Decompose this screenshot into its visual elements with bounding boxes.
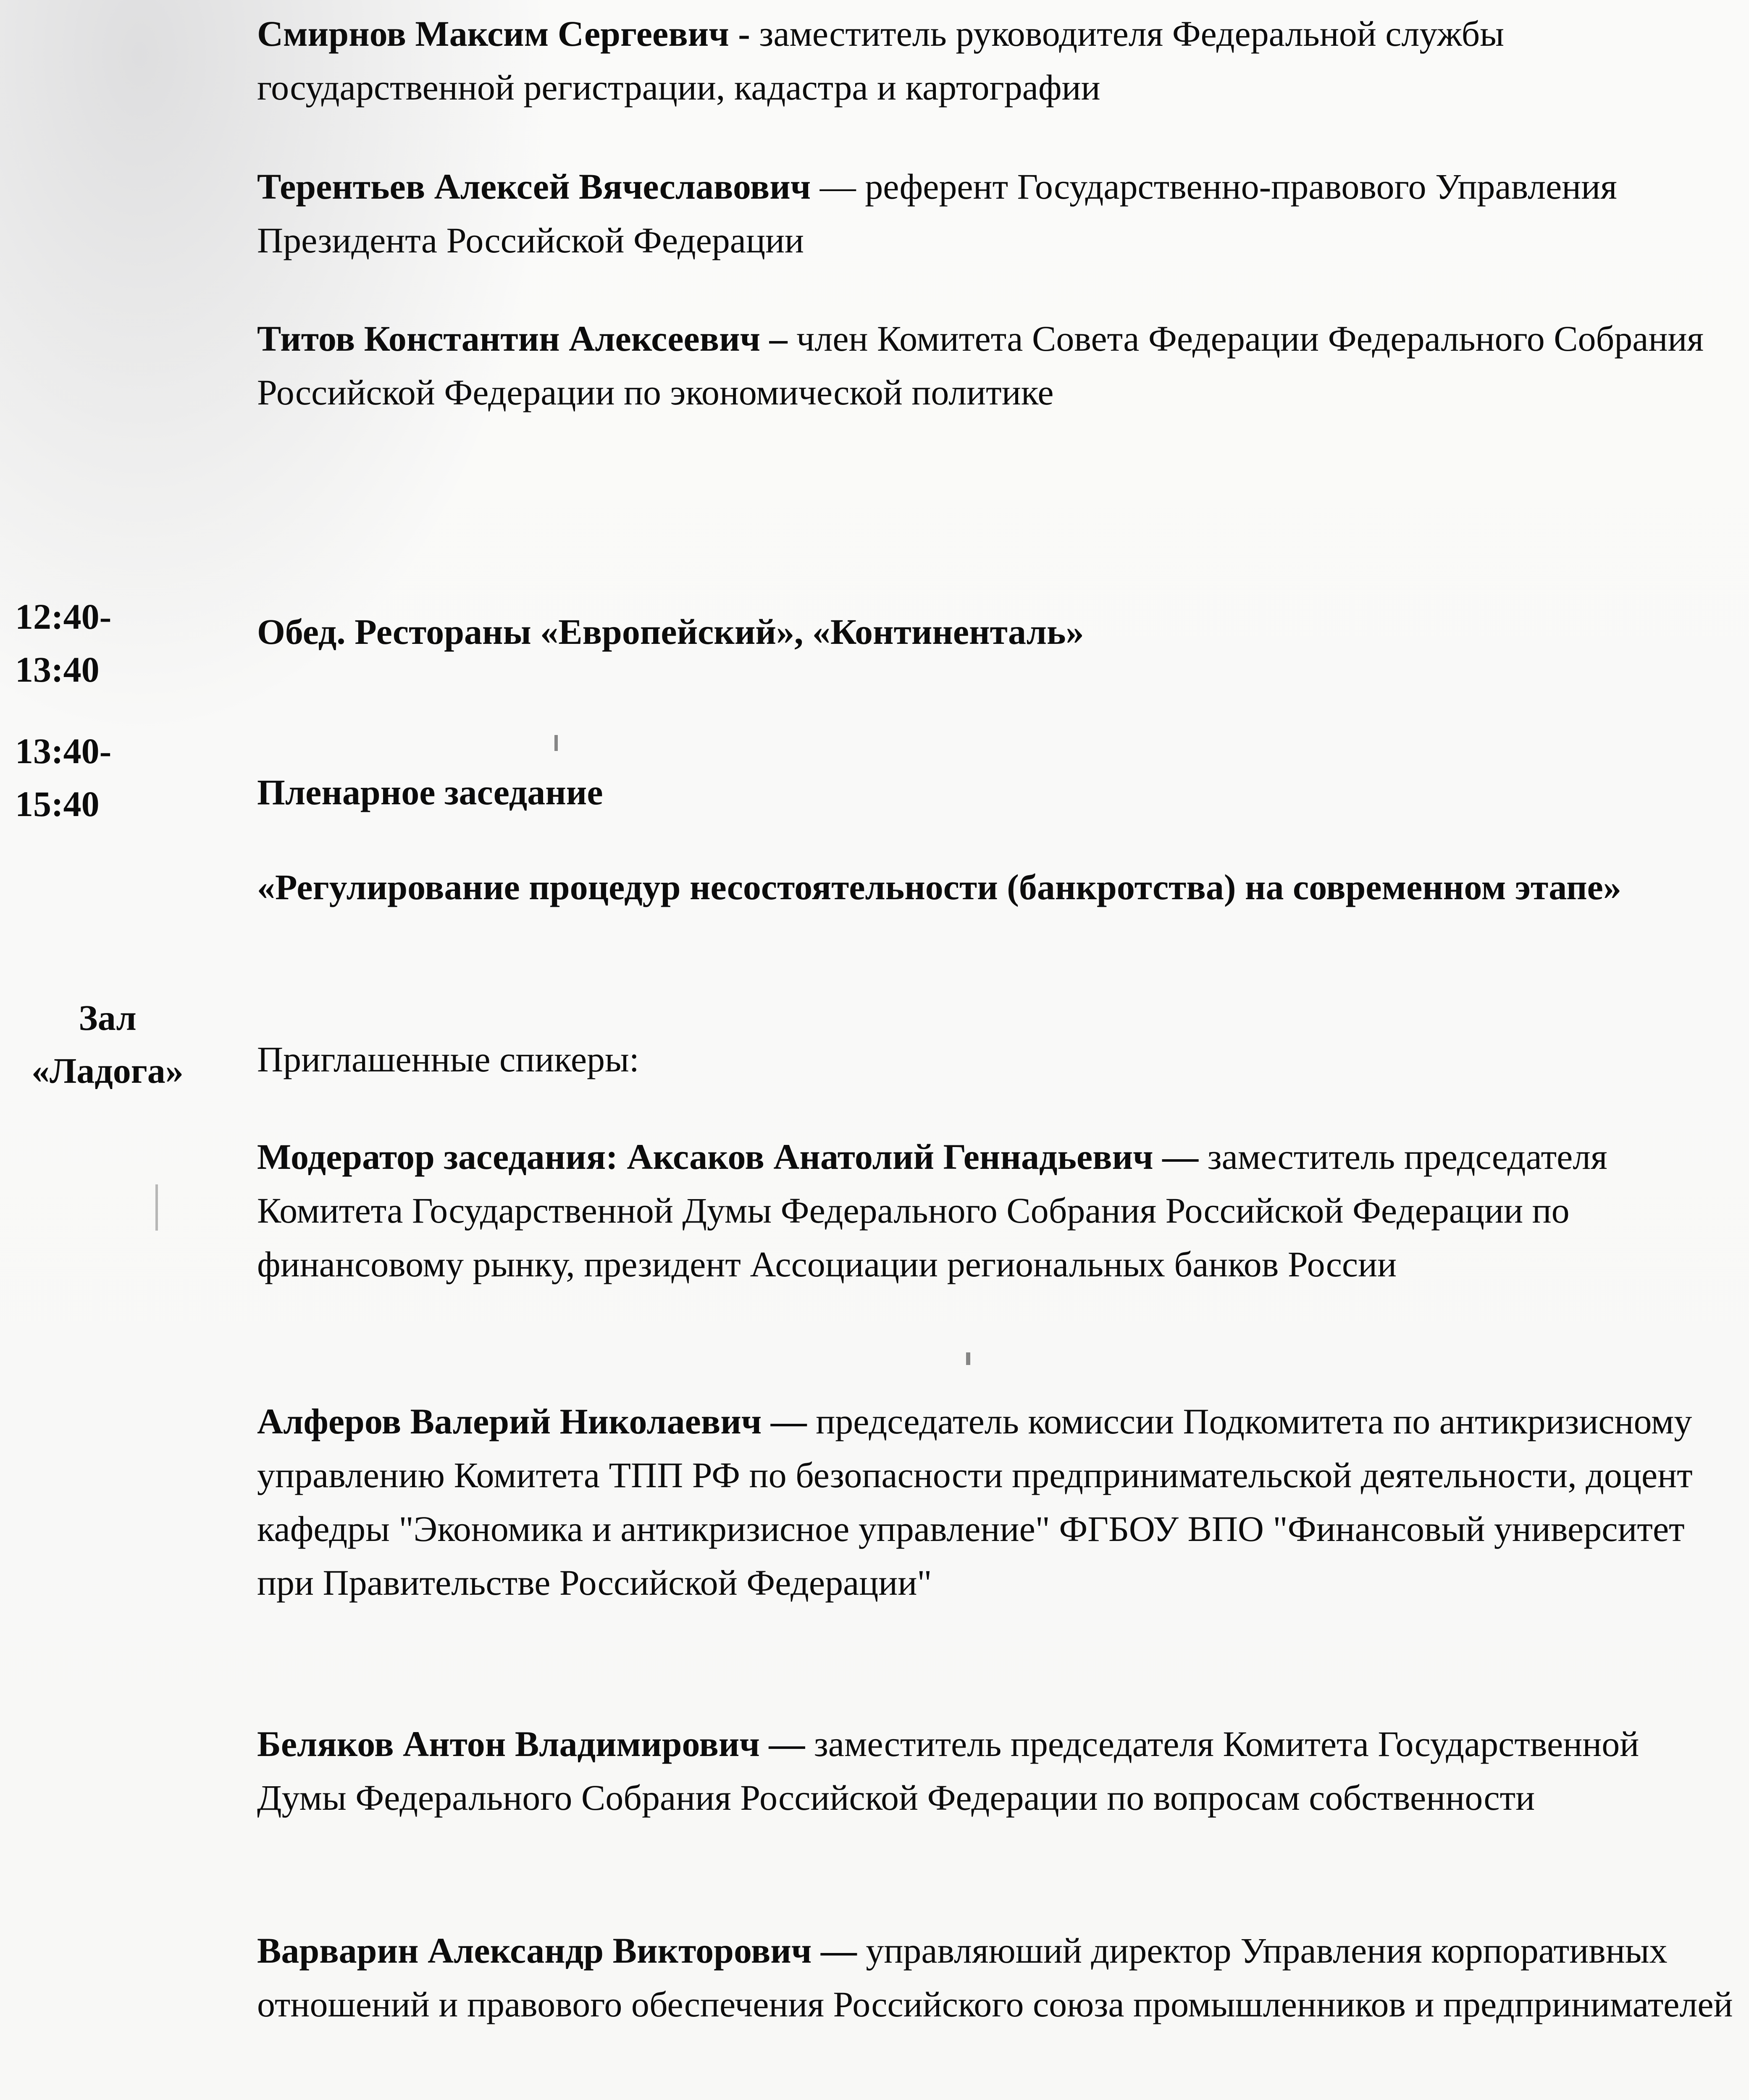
separator: –	[760, 318, 797, 359]
speaker-name: Беляков Антон Владимирович	[257, 1724, 760, 1764]
separator: —	[811, 166, 865, 207]
moderator-role: заместитель председателя Комитета Государственной Думы Федерального Собрания Российской Федерации по финансовому рынку, президент Ассоциации региональных банков России	[257, 1137, 1607, 1284]
lunch-title: Обед. Рестораны «Европейский», «Континенталь»	[257, 612, 1084, 652]
person-entry	[257, 7, 1736, 114]
scan-speck	[966, 1352, 970, 1365]
person-name: Смирнов Максим Сергеевич	[257, 13, 729, 54]
speaker-entry	[257, 1394, 1736, 1609]
separator: —	[759, 1724, 814, 1764]
plenary-title: Пленарное заседание	[257, 772, 603, 812]
scan-speck	[554, 735, 558, 751]
person-entry	[257, 312, 1736, 419]
speaker-name: Алферов Валерий Николаевич	[257, 1401, 762, 1441]
moderator-name: Модератор заседания: Аксаков Анатолий Геннадьевич	[257, 1137, 1153, 1177]
plenary-topic: «Регулирование процедур несостоятельности (банкротства) на современном этапе»	[257, 867, 1621, 907]
person-entry	[257, 160, 1736, 267]
plenary-time: 13:40- 15:40	[15, 731, 112, 824]
person-name: Терентьев Алексей Вячеславович	[257, 166, 811, 207]
scan-speck	[155, 1184, 158, 1231]
separator: —	[762, 1401, 816, 1441]
speakers-heading: Приглашенные спикеры:	[257, 1039, 639, 1079]
person-name: Титов Константин Алексеевич	[257, 318, 761, 359]
separator: —	[811, 1930, 866, 1971]
person-role: член Комитета Совета Федерации Федерального Собрания Российской Федерации по экономической политике	[257, 318, 1704, 412]
lunch-time: 12:40- 13:40	[15, 596, 112, 690]
speaker-entry	[257, 1924, 1736, 2031]
speaker-entry	[257, 1717, 1736, 1824]
separator: -	[729, 13, 759, 54]
moderator-entry	[257, 1130, 1736, 1291]
hall-label: Зал «Ладога»	[32, 998, 184, 1091]
speaker-role: председатель комиссии Подкомитета по антикризисному управлению Комитета ТПП РФ по безопасности предпринимательской деятельности, доцент кафедры "Экономика и антикризисное управление" ФГБОУ ВПО "Финансовый университет при Правительстве Российской Федерации"	[257, 1401, 1693, 1603]
speaker-role: заместитель председателя Комитета Государственной Думы Федерального Собрания Российской Федерации по вопросам собственности	[257, 1724, 1639, 1818]
speaker-name: Варварин Александр Викторович	[257, 1930, 812, 1971]
person-role: референт Государственно-правового Управления Президента Российской Федерации	[257, 166, 1617, 260]
person-role: заместитель руководителя Федеральной службы государственной регистрации, кадастра и картографии	[257, 13, 1505, 108]
separator: —	[1153, 1137, 1208, 1177]
speaker-role: управляюший директор Управления корпоративных отношений и правового обеспечения Российского союза промышленников и предпринимателей	[257, 1930, 1733, 2024]
